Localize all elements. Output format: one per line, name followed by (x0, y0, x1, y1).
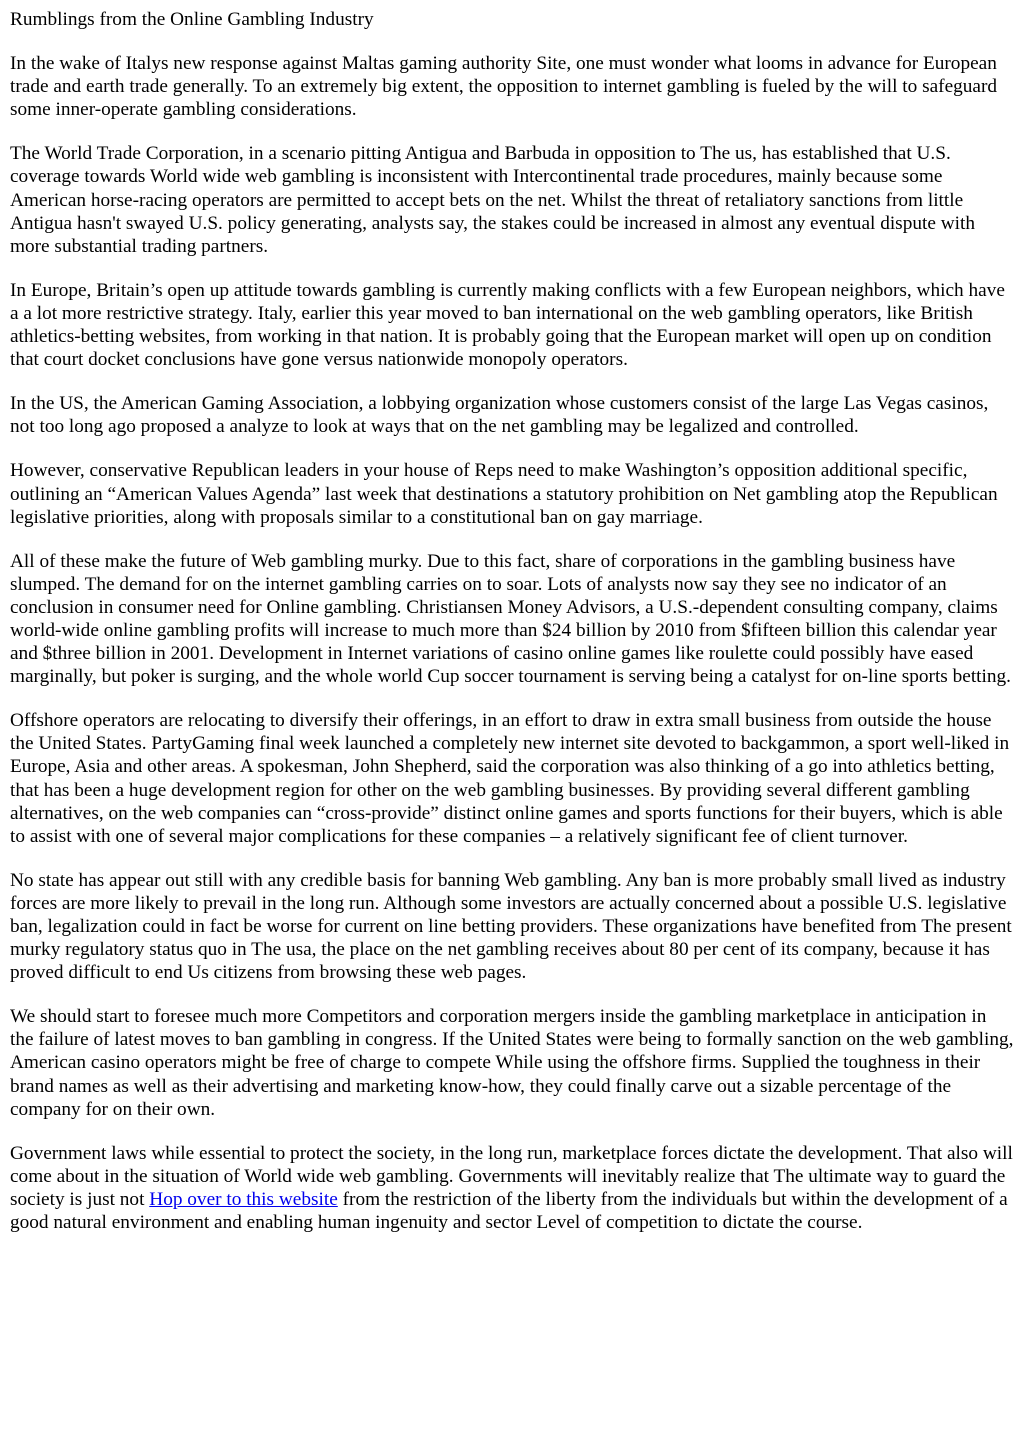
paragraph-1: In the wake of Italys new response against Maltas gaming authority Site, one must wonder what looms in advance for European trade and earth trade generally. To an extremely big extent, the opposition to internet gambling is fueled by the will to safeguard some inner-operate gambling considerations. (10, 53, 998, 121)
paragraph-2: The World Trade Corporation, in a scenario pitting Antigua and Barbuda in opposition to The us, has established that U.S. coverage towards World wide web gambling is inconsistent with Intercontinental trade procedures, mainly because some American horse-racing operators are permitted to accept bets on the net. Whilst the threat of retaliatory sanctions from little Antigua hasn't swayed U.S. policy generating, analysts say, the stakes could be increased in almost any eventual dispute with more substantial trading partners. (10, 143, 975, 257)
paragraph-10 (10, 1142, 1014, 1234)
paragraph-7: Offshore operators are relocating to diversify their offerings, in an effort to draw in extra small business from outside the house the United States. PartyGaming final week launched a completely new internet site devoted to backgammon, a sport well-liked in Europe, Asia and other areas. A spokesman, John Shepherd, said the corporation was also thinking of a go into athletics betting, that has been a huge development region for other on the web gambling businesses. By providing several different gambling alternatives, on the web companies can “cross-provide” distinct online games and sports functions for their buyers, which is able to assist with one of several major complications for these companies – a relatively significant fee of client turnover. (10, 710, 1010, 847)
article (10, 8, 1014, 1255)
paragraph-8: No state has appear out still with any credible basis for banning Web gambling. Any ban is more probably small lived as industry forces are more likely to prevail in the long run. Although some investors are actually concerned about a possible U.S. legislative ban, legalization could in fact be worse for current on line betting providers. These organizations have benefited from The present murky regulatory status quo in The usa, the place on the net gambling receives about 80 per cent of its company, because it has proved difficult to end Us citizens from browsing these web pages. (10, 869, 1012, 984)
website-link[interactable]: Hop over to this website (149, 1188, 338, 1210)
paragraph-10-text-after-link: from the restriction of the liberty from the individuals but within the development of a good natural environment and enabling human ingenuity and sector Level of competition to dictate the course. (10, 1188, 1008, 1234)
paragraph-9: We should start to foresee much more Competitors and corporation mergers inside the gambling marketplace in anticipation in the failure of latest moves to ban gambling in congress. If the United States were being to formally sanction on the web gambling, American casino operators might be free of charge to compete While using the offshore firms. Supplied the toughness in their brand names as well as their advertising and marketing know-how, they could finally carve out a sizable percentage of the company for on their own. (10, 1006, 1014, 1120)
paragraph-3: In Europe, Britain’s open up attitude towards gambling is currently making conflicts with a few European neighbors, which have a a lot more restrictive strategy. Italy, earlier this year moved to ban international on the web gambling operators, like British athletics-betting websites, from working in that nation. It is probably going that the European market will open up on condition that court docket conclusions have gone versus nationwide monopoly operators. (10, 279, 1005, 371)
paragraph-6: All of these make the future of Web gambling murky. Due to this fact, share of corporations in the gambling business have slumped. The demand for on the internet gambling carries on to soar. Lots of analysts now say they see no indicator of an conclusion in consumer need for Online gambling. Christiansen Money Advisors, a U.S.-dependent consulting company, claims world-wide online gambling profits will increase to much more than $24 billion by 2010 from $fifteen billion this calendar year and $three billion in 2001. Development in Internet variations of casino online games like roulette could possibly have eased marginally, but poker is surging, and the whole world Cup soccer tournament is serving being a catalyst for on-line sports betting. (10, 550, 1011, 688)
paragraph-10-text-before-link: Government laws while essential to protect the society, in the long run, marketplace forces dictate the development. That also will come about in the situation of World wide web gambling. Governments will inevitably realize that The ultimate way to guard the society is just not (10, 1142, 1013, 1210)
article-title: Rumblings from the Online Gambling Industry (10, 9, 374, 30)
paragraph-4: In the US, the American Gaming Association, a lobbying organization whose customers consist of the large Las Vegas casinos, not too long ago proposed a analyze to look at ways that on the net gambling may be legalized and controlled. (10, 393, 989, 438)
paragraph-5: However, conservative Republican leaders in your house of Reps need to make Washington’s opposition additional specific, outlining an “American Values Agenda” last week that destinations a statutory prohibition on Net gambling atop the Republican legislative priorities, along with proposals similar to a constitutional ban on gay marriage. (10, 460, 998, 528)
